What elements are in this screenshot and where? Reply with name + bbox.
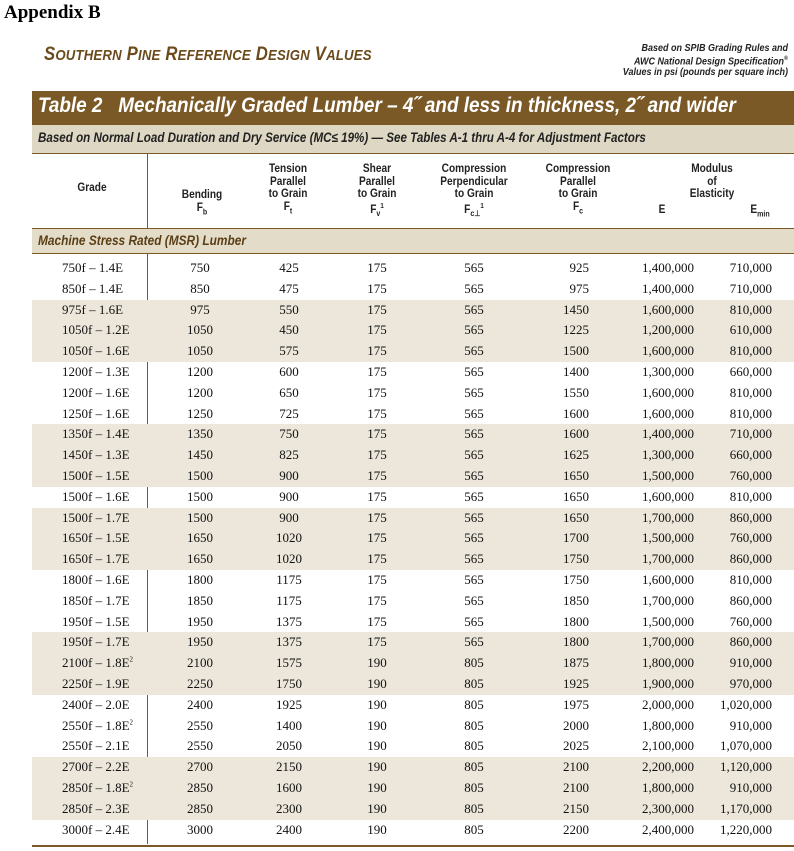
cell-tension: 450 (279, 322, 299, 338)
cell-bending: 1850 (187, 592, 213, 608)
cell-tension: 550 (279, 301, 299, 317)
cell-shear: 175 (367, 571, 387, 587)
cell-e: 2,400,000 (642, 821, 694, 837)
cell-comp-par: 2150 (563, 800, 589, 816)
divider (147, 154, 148, 229)
cell-bending: 2700 (187, 759, 213, 775)
table-row (32, 653, 794, 674)
cell-emin: 860,000 (729, 634, 772, 650)
table-row (32, 466, 794, 487)
cell-comp-par: 1850 (563, 592, 589, 608)
cell-bending: 1200 (187, 384, 213, 400)
cell-bending: 1650 (187, 530, 213, 546)
cell-emin: 810,000 (729, 488, 772, 504)
cell-tension: 2050 (276, 738, 302, 754)
table-row (32, 716, 794, 737)
cell-grade: 2700f – 2.2E (62, 759, 130, 775)
cell-bending: 1350 (187, 426, 213, 442)
cell-comp-perp: 565 (464, 384, 484, 400)
cell-e: 1,700,000 (642, 509, 694, 525)
cell-grade: 1500f – 1.5E (62, 467, 130, 483)
title-smallcaps: EFERENCE (177, 47, 251, 64)
cell-bending: 750 (190, 260, 210, 275)
cell-emin: 810,000 (729, 343, 772, 359)
cell-grade: 2400f – 2.0E (62, 696, 130, 712)
cell-e: 1,700,000 (642, 592, 694, 608)
section-header (32, 228, 794, 254)
cell-tension: 1575 (276, 655, 302, 671)
cell-comp-perp: 565 (464, 447, 484, 463)
title-smallcaps: OUTHERN (55, 47, 122, 64)
cell-grade: 1950f – 1.7E (62, 634, 130, 650)
cell-comp-perp: 565 (464, 467, 484, 483)
appendix-label: Appendix B (4, 2, 101, 23)
header-comp-perp: Compression Perpendicular to Grain $F_{c\perp}^1$ (440, 163, 508, 218)
cell-comp-par: 1750 (563, 571, 589, 587)
source-note (554, 43, 788, 78)
title-initial: V (314, 44, 327, 65)
cell-comp-perp: 565 (464, 571, 484, 587)
cell-bending: 1500 (187, 509, 213, 525)
cell-tension: 750 (279, 426, 299, 442)
cell-comp-par: 1400 (563, 363, 589, 379)
cell-grade: 1950f – 1.5E (62, 613, 130, 629)
cell-bending: 1050 (187, 322, 213, 338)
cell-comp-par: 925 (569, 260, 589, 275)
cell-comp-perp: 805 (464, 779, 484, 795)
cell-grade: 1350f – 1.4E (62, 426, 130, 442)
header-comp-par: Compression Parallel to Grain $F_c$ (545, 163, 611, 215)
table-row (32, 778, 794, 799)
cell-tension: 600 (279, 363, 299, 379)
cell-emin: 1,020,000 (720, 696, 772, 712)
page-title (44, 44, 372, 66)
cell-e: 1,700,000 (642, 551, 694, 567)
cell-bending: 1200 (187, 363, 213, 379)
cell-comp-par: 1500 (563, 343, 589, 359)
cell-grade: 1800f – 1.6E (62, 571, 130, 587)
cell-grade: 3000f – 2.4E (62, 821, 130, 837)
table-row (32, 799, 794, 820)
cell-e: 1,300,000 (642, 447, 694, 463)
cell-emin: 760,000 (729, 530, 772, 546)
cell-emin: 810,000 (729, 384, 772, 400)
cell-comp-perp: 805 (464, 717, 484, 733)
cell-comp-par: 1800 (563, 613, 589, 629)
cell-comp-perp: 805 (464, 759, 484, 775)
title-smallcaps: ESIGN (267, 47, 310, 64)
cell-emin: 760,000 (729, 467, 772, 483)
cell-e: 1,700,000 (642, 634, 694, 650)
cell-bending: 1950 (187, 634, 213, 650)
table-row (32, 695, 794, 716)
cell-e: 1,800,000 (642, 655, 694, 671)
cell-tension: 1020 (276, 551, 302, 567)
cell-comp-par: 2200 (563, 821, 589, 837)
cell-grade: 1250f – 1.6E (62, 405, 130, 421)
table-row (32, 404, 794, 425)
cell-shear: 190 (367, 759, 387, 775)
cell-emin: 1,070,000 (720, 738, 772, 754)
cell-tension: 650 (279, 384, 299, 400)
cell-comp-par: 1625 (563, 447, 589, 463)
cell-comp-perp: 805 (464, 696, 484, 712)
cell-comp-par: 1550 (563, 384, 589, 400)
header-emin: $E_{min}$ (750, 204, 770, 219)
cell-e: 1,500,000 (642, 613, 694, 629)
cell-e: 1,600,000 (642, 405, 694, 421)
cell-tension: 900 (279, 509, 299, 525)
cell-comp-perp: 565 (464, 363, 484, 379)
cell-shear: 175 (367, 405, 387, 421)
cell-e: 2,300,000 (642, 800, 694, 816)
cell-shear: 175 (367, 509, 387, 525)
cell-comp-par: 1875 (563, 655, 589, 671)
cell-comp-par: 1700 (563, 530, 589, 546)
cell-grade: 1050f – 1.2E (62, 322, 130, 338)
note-line: Based on SPIB Grading Rules and (641, 43, 788, 54)
cell-emin: 710,000 (729, 260, 772, 275)
cell-grade: 750f – 1.4E (62, 260, 124, 275)
cell-emin: 910,000 (729, 655, 772, 671)
cell-emin: 860,000 (729, 551, 772, 567)
cell-comp-par: 1650 (563, 509, 589, 525)
cell-grade: 1650f – 1.7E (62, 551, 130, 567)
header-tension: Tension Parallel to Grain $F_t$ (268, 163, 308, 215)
cell-grade: 1500f – 1.6E (62, 488, 130, 504)
cell-bending: 850 (190, 280, 210, 296)
conditions-text: Based on Normal Load Duration and Dry Service (MC≤ 19%) — See Tables A-1 thru A-4 for Adjustment Factors (38, 130, 646, 145)
cell-comp-perp: 805 (464, 821, 484, 837)
cell-bending: 1450 (187, 447, 213, 463)
table-row (32, 820, 794, 841)
cell-grade: 1500f – 1.7E (62, 509, 130, 525)
cell-shear: 175 (367, 363, 387, 379)
cell-e: 1,800,000 (642, 779, 694, 795)
cell-grade: 1200f – 1.6E (62, 384, 130, 400)
cell-comp-par: 1800 (563, 634, 589, 650)
cell-e: 1,400,000 (642, 426, 694, 442)
cell-shear: 190 (367, 821, 387, 837)
cell-comp-par: 1925 (563, 675, 589, 691)
cell-tension: 1600 (276, 779, 302, 795)
cell-bending: 975 (190, 301, 210, 317)
cell-tension: 2300 (276, 800, 302, 816)
title-initial: S (44, 44, 56, 65)
cell-emin: 970,000 (729, 675, 772, 691)
cell-shear: 175 (367, 530, 387, 546)
cell-comp-par: 1650 (563, 488, 589, 504)
section-title: Machine Stress Rated (MSR) Lumber (38, 233, 246, 248)
cell-emin: 710,000 (729, 280, 772, 296)
title-smallcaps: ALUES (326, 47, 372, 64)
cell-comp-perp: 565 (464, 488, 484, 504)
cell-comp-perp: 805 (464, 675, 484, 691)
cell-e: 1,600,000 (642, 571, 694, 587)
cell-grade: 1850f – 1.7E (62, 592, 130, 608)
cell-comp-par: 2000 (563, 717, 589, 733)
cell-shear: 190 (367, 738, 387, 754)
header-modulus: Modulus of Elasticity (689, 163, 735, 200)
cell-shear: 175 (367, 384, 387, 400)
cell-e: 1,600,000 (642, 343, 694, 359)
title-initial: R (165, 44, 178, 65)
table-number: Table 2 (38, 94, 103, 117)
cell-shear: 190 (367, 675, 387, 691)
cell-comp-par: 1450 (563, 301, 589, 317)
cell-bending: 1950 (187, 613, 213, 629)
cell-e: 1,300,000 (642, 363, 694, 379)
cell-bending: 2850 (187, 800, 213, 816)
cell-e: 1,400,000 (642, 280, 694, 296)
cell-grade: 1450f – 1.3E (62, 447, 130, 463)
cell-comp-perp: 805 (464, 800, 484, 816)
cell-bending: 1500 (187, 467, 213, 483)
note-line: Values in psi (pounds per square inch) (622, 67, 788, 79)
cell-e: 1,600,000 (642, 488, 694, 504)
cell-tension: 1750 (276, 675, 302, 691)
header-grade: Grade (77, 182, 107, 194)
cell-emin: 810,000 (729, 301, 772, 317)
table-row (32, 528, 794, 549)
cell-comp-perp: 565 (464, 613, 484, 629)
cell-comp-par: 1750 (563, 551, 589, 567)
cell-comp-perp: 565 (464, 509, 484, 525)
cell-e: 2,100,000 (642, 738, 694, 754)
table-row (32, 570, 794, 591)
cell-bending: 1650 (187, 551, 213, 567)
cell-comp-par: 2100 (563, 779, 589, 795)
table-row (32, 487, 794, 508)
cell-shear: 190 (367, 717, 387, 733)
cell-shear: 190 (367, 800, 387, 816)
cell-bending: 1500 (187, 488, 213, 504)
cell-tension: 1925 (276, 696, 302, 712)
cell-comp-par: 2100 (563, 759, 589, 775)
cell-comp-perp: 805 (464, 738, 484, 754)
cell-comp-par: 2025 (563, 738, 589, 754)
cell-comp-perp: 805 (464, 655, 484, 671)
cell-shear: 175 (367, 467, 387, 483)
cell-emin: 660,000 (729, 363, 772, 379)
note-line: AWC National Design Specification® (633, 56, 788, 68)
cell-emin: 860,000 (729, 592, 772, 608)
cell-emin: 810,000 (729, 405, 772, 421)
cell-e: 1,600,000 (642, 384, 694, 400)
cell-bending: 1050 (187, 343, 213, 359)
table-row (32, 300, 794, 321)
table-row (32, 549, 794, 570)
column-headers (32, 153, 794, 228)
cell-tension: 900 (279, 467, 299, 483)
table-row (32, 320, 794, 341)
cell-grade: $2100f - 1.8E^2$ (62, 655, 134, 671)
cell-tension: 575 (279, 343, 299, 359)
cell-grade: 2850f – 2.3E (62, 800, 130, 816)
conditions-bar (32, 125, 794, 153)
table-body (32, 258, 794, 840)
cell-comp-perp: 565 (464, 426, 484, 442)
cell-comp-perp: 565 (464, 592, 484, 608)
cell-bending: 1250 (187, 405, 213, 421)
table-row (32, 632, 794, 653)
cell-emin: 760,000 (729, 613, 772, 629)
cell-emin: 710,000 (729, 426, 772, 442)
cell-tension: 1175 (276, 592, 302, 608)
cell-emin: 1,220,000 (720, 821, 772, 837)
title-initial: P (126, 44, 138, 65)
table-row (32, 341, 794, 362)
header-e: E (658, 204, 666, 216)
table-row (32, 674, 794, 695)
table-row (32, 508, 794, 529)
cell-tension: 725 (279, 405, 299, 421)
table-row (32, 757, 794, 778)
cell-emin: 910,000 (729, 717, 772, 733)
cell-e: 1,900,000 (642, 675, 694, 691)
cell-e: 1,400,000 (642, 260, 694, 275)
cell-e: 2,000,000 (642, 696, 694, 712)
cell-tension: 900 (279, 488, 299, 504)
header-shear: Shear Parallel to Grain $F_v^1$ (357, 163, 397, 218)
cell-e: 1,500,000 (642, 530, 694, 546)
cell-e: 1,500,000 (642, 467, 694, 483)
table-row (32, 424, 794, 445)
cell-comp-perp: 565 (464, 530, 484, 546)
cell-tension: 2150 (276, 759, 302, 775)
cell-tension: 1375 (276, 613, 302, 629)
cell-bending: 2250 (187, 675, 213, 691)
table-row (32, 591, 794, 612)
cell-comp-par: 975 (569, 280, 589, 296)
cell-grade: 850f – 1.4E (62, 280, 124, 296)
table-title: Mechanically Graded Lumber – 4˝ and less in thickness, 2˝ and wider (118, 94, 736, 117)
cell-tension: 475 (279, 280, 299, 296)
cell-shear: 175 (367, 634, 387, 650)
cell-bending: 3000 (187, 821, 213, 837)
table-row (32, 362, 794, 383)
cell-emin: 910,000 (729, 779, 772, 795)
table-row (32, 445, 794, 466)
cell-bending: 2400 (187, 696, 213, 712)
cell-comp-perp: 565 (464, 322, 484, 338)
table-row (32, 258, 794, 279)
cell-emin: 860,000 (729, 509, 772, 525)
cell-comp-perp: 565 (464, 301, 484, 317)
table-row (32, 612, 794, 633)
cell-tension: 1400 (276, 717, 302, 733)
cell-shear: 190 (367, 655, 387, 671)
cell-tension: 1375 (276, 634, 302, 650)
cell-grade: 975f – 1.6E (62, 301, 124, 317)
cell-emin: 1,120,000 (720, 759, 772, 775)
cell-e: 1,600,000 (642, 301, 694, 317)
cell-comp-perp: 565 (464, 551, 484, 567)
cell-shear: 175 (367, 551, 387, 567)
table-title-banner (32, 91, 794, 125)
cell-emin: 810,000 (729, 571, 772, 587)
cell-tension: 1020 (276, 530, 302, 546)
cell-comp-par: 1225 (563, 322, 589, 338)
cell-shear: 175 (367, 343, 387, 359)
divider (32, 845, 794, 847)
cell-comp-perp: 565 (464, 343, 484, 359)
cell-shear: 175 (367, 447, 387, 463)
cell-bending: 2850 (187, 779, 213, 795)
cell-grade: 1050f – 1.6E (62, 343, 130, 359)
cell-grade: 2550f – 2.1E (62, 738, 130, 754)
cell-shear: 175 (367, 488, 387, 504)
cell-shear: 175 (367, 322, 387, 338)
cell-grade: 2250f – 1.9E (62, 675, 130, 691)
cell-bending: 2100 (187, 655, 213, 671)
cell-e: 1,800,000 (642, 717, 694, 733)
cell-grade: 1200f – 1.3E (62, 363, 130, 379)
table-row (32, 279, 794, 300)
cell-shear: 175 (367, 592, 387, 608)
cell-shear: 175 (367, 426, 387, 442)
cell-bending: 1800 (187, 571, 213, 587)
cell-tension: 425 (279, 260, 299, 275)
table-row (32, 736, 794, 757)
cell-tension: 1175 (276, 571, 302, 587)
header-bending: Bending $F_b$ (181, 189, 223, 216)
cell-grade: $2850f - 1.8E^2$ (62, 779, 134, 795)
cell-comp-par: 1600 (563, 426, 589, 442)
cell-tension: 825 (279, 447, 299, 463)
table-row (32, 383, 794, 404)
cell-grade: 1650f – 1.5E (62, 530, 130, 546)
cell-shear: 190 (367, 696, 387, 712)
cell-shear: 175 (367, 301, 387, 317)
cell-comp-par: 1975 (563, 696, 589, 712)
cell-shear: 190 (367, 779, 387, 795)
cell-tension: 2400 (276, 821, 302, 837)
cell-bending: 2550 (187, 738, 213, 754)
cell-comp-par: 1600 (563, 405, 589, 421)
cell-bending: 2550 (187, 717, 213, 733)
cell-shear: 175 (367, 260, 387, 275)
cell-e: 2,200,000 (642, 759, 694, 775)
cell-emin: 660,000 (729, 447, 772, 463)
cell-shear: 175 (367, 280, 387, 296)
cell-shear: 175 (367, 613, 387, 629)
title-initial: D (255, 44, 268, 65)
cell-e: 1,200,000 (642, 322, 694, 338)
cell-comp-perp: 565 (464, 405, 484, 421)
cell-comp-perp: 565 (464, 260, 484, 275)
cell-comp-par: 1650 (563, 467, 589, 483)
cell-comp-perp: 565 (464, 634, 484, 650)
cell-emin: 610,000 (729, 322, 772, 338)
title-smallcaps: INE (137, 47, 161, 64)
cell-comp-perp: 565 (464, 280, 484, 296)
cell-emin: 1,170,000 (720, 800, 772, 816)
cell-grade: $2550f - 1.8E^2$ (62, 717, 134, 733)
